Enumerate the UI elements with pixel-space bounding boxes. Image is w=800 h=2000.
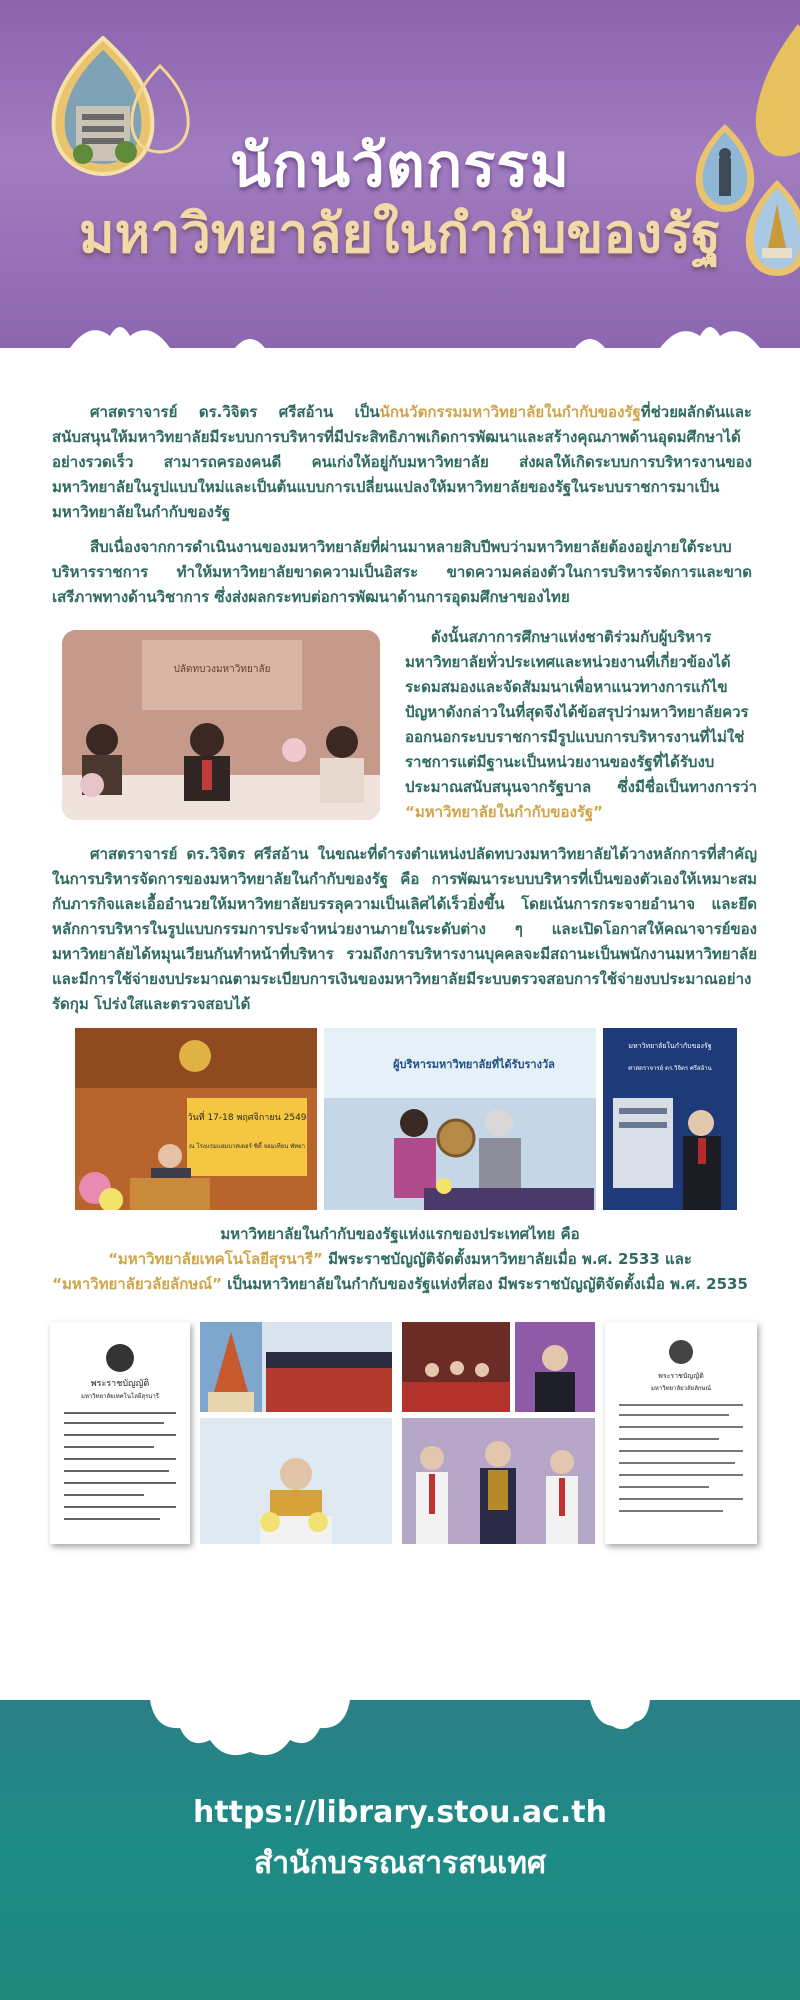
meeting-photo [62, 630, 380, 820]
collage-photo-temple-group [200, 1322, 392, 1412]
book-cover-photo [603, 1028, 737, 1210]
article-paragraph-1 [52, 400, 752, 525]
scallop-decoration [0, 318, 800, 348]
collage-photo-graduation [402, 1418, 595, 1544]
caption-sut-name: “มหาวิทยาลัยเทคโนโลยีสุรนารี” [108, 1250, 323, 1268]
p1-text-start: ศาสตราจารย์ ดร.วิจิตร ศรีสอ้าน เป็น [90, 403, 380, 421]
p1-text-end: ที่ช่วยผลักดันและสนับสนุนให้มหาวิทยาลัยมีระบบการบริหารที่มีประสิทธิภาพเกิดการพัฒนาและสร้างคุณภาพด้านอุดมศึกษาได้อย่างรวดเร็ว สามารถครองคนดี คนเก่งให้อยู่กับมหาวิทยาลัย ส่งผลให้เกิดระบบการบริหารงานของมหาวิทยาลัยในรูปแบบใหม่และเป็นต้นแบบการเปลี่ยนแปลงให้มหาวิทยาลัยของรัฐในระบบราชการมาเป็นมหาวิทยาลัยในกำกับของรัฐ [52, 403, 752, 521]
collage-photo-red-carpet [402, 1322, 510, 1412]
award-banner-text: ผู้บริหารมหาวิทยาลัยที่ได้รับรางวัล [393, 1058, 555, 1071]
caption-line-2 [30, 1247, 770, 1272]
book-author-text: ศาสตราจารย์ ดร.วิจิตร ศรีสอ้าน [628, 1065, 712, 1072]
p3-highlight: “มหาวิทยาลัยในกำกับของรัฐ” [405, 803, 604, 821]
award-ceremony-photo [324, 1028, 596, 1210]
article-paragraph-3 [405, 625, 757, 825]
doc1-title: พระราชบัญญัติ [90, 1379, 150, 1389]
footer-url-link[interactable]: https://library.stou.ac.th [192, 1795, 608, 1830]
header-banner [0, 0, 800, 348]
caption-line-1: มหาวิทยาลัยในกำกับของรัฐแห่งแรกของประเทศไทย คือ [220, 1225, 580, 1243]
header-title-line2: มหาวิทยาลัยในกำกับของรัฐ [79, 202, 721, 265]
caption-wu-text: เป็นมหาวิทยาลัยในกำกับของรัฐแห่งที่สอง มีพระราชบัญญัติจัดตั้งเมื่อ พ.ศ. 2535 [222, 1275, 748, 1293]
doc2-subtitle: มหาวิทยาลัยวลัยลักษณ์ [650, 1385, 712, 1392]
header-title-line1: นักนวัตกรรม [229, 131, 571, 201]
doc1-subtitle: มหาวิทยาลัยเทคโนโลยีสุรนารี [80, 1393, 160, 1400]
article-paragraph-4: ศาสตราจารย์ ดร.วิจิตร ศรีสอ้าน ในขณะที่ดำรงตำแหน่งปลัดทบวงมหาวิทยาลัยได้วางหลักการที่สำคัญในการบริหารจัดการของมหาวิทยาลัยในกำกับของรัฐ คือ การพัฒนาระบบบริหารที่เป็นของตัวเองให้เหมาะสมกับภารกิจและเอื้ออำนวยให้มหาวิทยาลัยบรรลุความเป็นเลิศได้เร็วยิ่งขึ้น โดยเน้นการกระจายอำนาจ และยึดหลักการบริหารในรูปแบบกรรมการประจำหน่วยงานภายในระดับต่าง ๆ และเปิดโอกาสให้คณาจารย์ของมหาวิทยาลัยได้หมุนเวียนกันทำหน้าที่บริหาร รวมถึงการบริหารงานบุคคลจะมีสถานะเป็นพนักงานมหาวิทยาลัยและมีการใช้จ่ายงบประมาณตามระเบียบการเงินของมหาวิทยาลัยมีระบบตรวจสอบการใช้จ่ายงบประมาณอย่างรัดกุม โปร่งใสและตรวจสอบได้ [52, 845, 757, 1013]
collage-photo-speaker [200, 1418, 392, 1544]
p1-highlight: นักนวัตกรรมมหาวิทยาลัยในกำกับของรัฐ [379, 403, 641, 421]
act-document-right [605, 1322, 757, 1544]
doc2-title: พระราชบัญญัติ [658, 1372, 704, 1380]
footer-scallop-decoration [0, 1700, 800, 1770]
collage-photo-lecture [515, 1322, 595, 1412]
event-photo-podium [75, 1028, 317, 1210]
footer-organization: สำนักบรรณสารสนเทศ [253, 1846, 547, 1881]
act-document-left [50, 1322, 190, 1544]
meeting-photo-illustration [62, 630, 380, 820]
caption-wu-name: “มหาวิทยาลัยวลัยลักษณ์” [52, 1275, 222, 1293]
book-title-text: มหาวิทยาลัยในกำกับของรัฐ [628, 1042, 712, 1050]
caption-sut-text: มีพระราชบัญญัติจัดตั้งมหาวิทยาลัยเมื่อ พ.ศ. 2533 และ [322, 1250, 692, 1268]
caption-line-3 [30, 1272, 770, 1297]
event-sign-date: วันที่ 17-18 พฤศจิกายน 2549 [187, 1113, 307, 1123]
meeting-sign-text: ปลัดทบวงมหาวิทยาลัย [173, 664, 271, 675]
footer-banner [0, 1700, 800, 2000]
event-sign-venue: ณ โรงแรมแอมบาสเดอร์ ซิตี้ จอมเทียน พัทยา [188, 1143, 306, 1150]
article-paragraph-2: สืบเนื่องจากการดำเนินงานของมหาวิทยาลัยที่ผ่านมาหลายสิบปีพบว่ามหาวิทยาลัยต้องอยู่ภายใต้ระบบบริหารราชการ ทำให้มหาวิทยาลัยขาดความเป็นอิสระ ขาดความคล่องตัวในการบริหารจัดการและขาดเสรีภาพทางด้านวิชาการ ซึ่งส่งผลกระทบต่อการพัฒนาด้านการอุดมศึกษาของไทย [52, 538, 752, 606]
university-caption [30, 1222, 770, 1297]
p3-text: ดังนั้นสภาการศึกษาแห่งชาติร่วมกับผู้บริหารมหาวิทยาลัยทั่วประเทศและหน่วยงานที่เกี่ยวข้องได้ระดมสมองและจัดสัมมนาเพื่อหาแนวทางการแก้ไขปัญหาดังกล่าวในที่สุดจึงได้ข้อสรุปว่ามหาวิทยาลัยควรออกนอกระบบราชการมีรูปแบบการบริหารงานที่ไม่ใช่ราชการแต่มีฐานะเป็นหน่วยงานของรัฐที่ได้รับงบประมาณสนับสนุนจากรัฐบาล ซึ่งมีชื่อเป็นทางการว่า [405, 628, 757, 796]
